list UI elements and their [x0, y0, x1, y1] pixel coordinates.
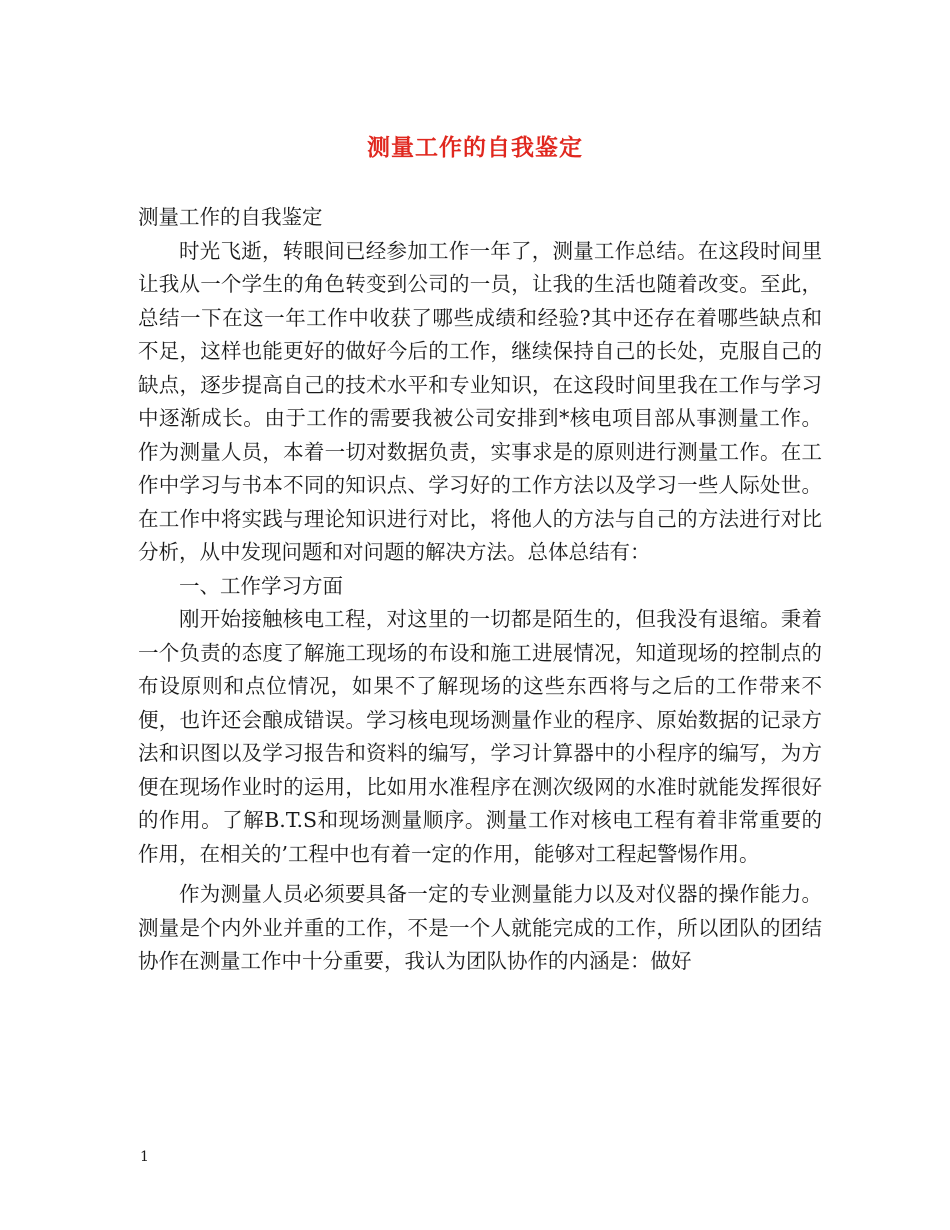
- document-body: [138, 201, 822, 979]
- body-paragraph-intro: 时光飞逝，转眼间已经参加工作一年了，测量工作总结。在这段时间里让我从一个学生的角色转变到公司的一员，让我的生活也随着改变。至此，总结一下在这一年工作中收获了哪些成绩和经验?其中还存在着哪些缺点和不足，这样也能更好的做好今后的工作，继续保持自己的长处，克服自己的缺点，逐步提高自己的技术水平和专业知识，在这段时间里我在工作与学习中逐渐成长。由于工作的需要我被公司安排到*核电项目部从事测量工作。作为测量人员，本着一切对数据负责，实事求是的原则进行测量工作。在工作中学习与书本不同的知识点、学习好的工作方法以及学习一些人际处世。在工作中将实践与理论知识进行对比，将他人的方法与自己的方法进行对比分析，从中发现问题和对问题的解决方法。总体总结有：: [138, 238, 822, 564]
- body-paragraph-work-study: 刚开始接触核电工程，对这里的一切都是陌生的，但我没有退缩。秉着一个负责的态度了解施工现场的布设和施工进展情况，知道现场的控制点的布设原则和点位情况，如果不了解现场的这些东西将与之后的工作带来不便，也许还会酿成错误。学习核电现场测量作业的程序、原始数据的记录方法和识图以及学习报告和资料的编写，学习计算器中的小程序的编写，为方便在现场作业时的运用，比如用水准程序在测次级网的水准时就能发挥很好的作用。了解B.T.S和现场测量顺序。测量工作对核电工程有着非常重要的作用，在相关的’工程中也有着一定的作用，能够对工程起警惕作用。: [138, 607, 822, 866]
- section-heading: 一、工作学习方面: [179, 573, 343, 598]
- body-paragraph-teamwork: 作为测量人员必须要具备一定的专业测量能力以及对仪器的操作能力。测量是个内外业并重的工作，不是一个人就能完成的工作，所以团队的团结协作在测量工作中十分重要，我认为团队协作的内涵是：做好: [138, 882, 822, 973]
- document-title: 测量工作的自我鉴定: [367, 134, 583, 161]
- subtitle-paragraph: 测量工作的自我鉴定: [138, 205, 323, 229]
- page-number: 1: [140, 1149, 149, 1165]
